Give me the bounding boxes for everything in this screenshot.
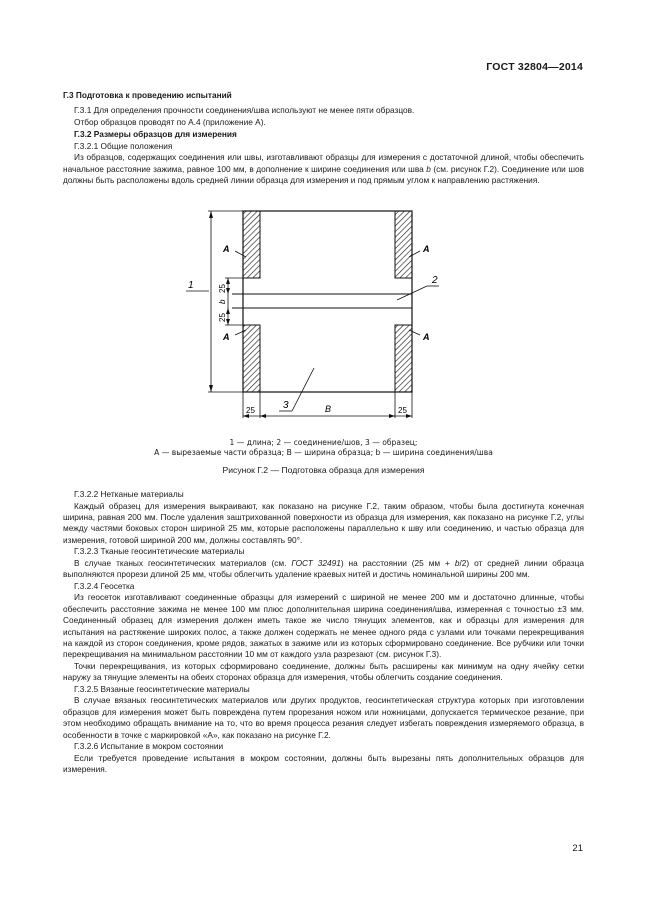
paragraph-g321-part2: (см. рисунок Г.2). Соединение или шов должны быть расположены вдоль средней линии образца для измерения и под прямым углом к направлению растяжения. [63,163,584,186]
paragraph-g325: В случае вязаных геосинтетических материалов или других продуктов, геосинтетическая структура которых при изготовлении образцов для измерения может быть повреждена путем прорезания ножом или ножницами, допускается термическое резание, при этом необходимо обращать внимание на то, что во время процесса резания следует избегать повреждения измеряемого образца, в особенности в точке с маркировкой «А», как показано на рисунке Г.2. [63,695,584,740]
label-A-right-top: A [423,243,430,254]
label-A-right-bottom: A [423,331,430,342]
figure-g2 [63,190,584,438]
paragraph-g321-b: b [426,163,431,174]
paragraph-g31: Г.3.1 Для определения прочности соединения/шва используют не менее пяти образцов. [74,105,415,116]
section-g32-title: Г.3.2 Размеры образцов для измерения [74,129,237,140]
section-g326-title: Г.3.2.6 Испытание в мокром состоянии [74,741,224,752]
cut-part-right-top [395,211,412,278]
paragraph-g321 [63,152,584,186]
figure-caption: Рисунок Г.2 — Подготовка образца для измерения [222,464,425,475]
page-content [63,90,584,775]
paragraph-g321-part1: Из образцов, содержащих соединения или швы, изготавливают образцы для измерения с достаточной длиной, чтобы обеспечить начальное расстояние зажима, равное 100 мм, в дополнение к ширине соединения или шва [63,152,584,174]
callout-2: 2 [432,274,438,286]
dim-B-label: B [325,403,332,414]
dim-25-left-label: 25 [246,405,255,415]
section-g322-title: Г.3.2.2 Нетканые материалы [74,489,184,500]
paragraph-g323-part2: ) на расстоянии (25 мм + [340,557,455,568]
vdim-top-label: 25 [218,283,227,293]
legend-line-1: 1 — длина; 2 — соединение/шов, 3 — образец; [229,437,418,447]
label-A-left-top: A [223,243,230,254]
vdim-mid-label: b [218,299,227,304]
paragraph-g326: Если требуется проведение испытания в мокром состоянии, должны быть вырезаны пять дополнительных образцов для измерения. [63,752,584,774]
paragraph-g323-part1: В случае тканых геосинтетических материалов (см. [74,557,292,568]
label-A-left-bottom: A [223,331,230,342]
paragraph-g323-part3: /2) от средней линии образца выполняются прорези длиной 25 мм, чтобы облегчить удаление краевых нитей и достичь номинальной ширины 200 мм. [63,557,584,580]
paragraph-g31-b: Отбор образцов проводят по А.4 (приложение А). [74,116,266,127]
section-g323-title: Г.3.2.3 Тканые геосинтетические материалы [74,546,245,557]
section-g325-title: Г.3.2.5 Вязаные геосинтетические материалы [74,683,250,694]
document-header: ГОСТ 32804—2014 [486,61,583,73]
paragraph-g323-b: b [454,557,460,568]
specimen-outline [243,211,412,392]
paragraph-g324-1: Из геосеток изготавливают соединенные образцы для измерений с шириной не менее 200 мм и достаточно длинные, чтобы обеспечить расстояние зажима не менее 100 мм плюс дополнительная ширина соединения/шва, измеренная с точностью ±3 мм. Соединенный образец для измерения должен иметь такое же число тянущих элементов, как и образцы для измерения для испытания на растяжение широких полос, а также должен содержать не менее одного ряда с узлами или точками перекрещивания на каждой из сторон соединения, кроме рядов, зажатых в зажиме или из которых сформировано соединение. Все рубчики или точки перекрещивания на минимальном расстоянии 10 мм от каждого узла разрезают (см. рисунок Г.3). [63,592,584,660]
dim-25-right-label: 25 [398,405,407,415]
section-g3-title: Г.3 Подготовка к проведению испытаний [63,90,232,100]
specimen-diagram [63,190,584,438]
page-number: 21 [572,843,583,854]
section-g324-title: Г.3.2.4 Геосетка [74,580,135,591]
paragraph-g323 [63,558,584,581]
legend-line-2: А — вырезаемые части образца; В — ширина образца; b — ширина соединения/шва [154,447,493,457]
callout-3: 3 [283,399,289,411]
gost-reference-link: ГОСТ 32491 [291,557,341,568]
paragraph-g324-2: Точки перекрещивания, из которых сформировано соединение, должны быть расширены как минимум на одну ячейку сетки наружу за тянущие элементы на обеих сторонах образца для измерения, чтобы облегчить создание соединения. [63,660,584,683]
cut-part-right-bottom [395,325,412,392]
vdim-bot-label: 25 [218,312,227,322]
paragraph-g322: Каждый образец для измерения выкраивают, как показано на рисунке Г.2, таким образом, чтобы была достигнута конечная ширина, равная 200 мм. После удаления заштрихованной поверхности из образца для измерения, как показано на рисунке Г.2, углы между частями боковых сторон шириной 25 мм, которые расположены параллельно к шву или соединению, и частью образца для измерения, готовой шириной 200 мм, должны составлять 90°. [63,500,584,545]
figure-legend [63,438,584,458]
cut-part-left-top [243,211,260,278]
section-g321-title: Г.3.2.1 Общие положения [74,140,173,151]
cut-part-left-bottom [243,325,260,392]
callout-1: 1 [188,279,194,291]
